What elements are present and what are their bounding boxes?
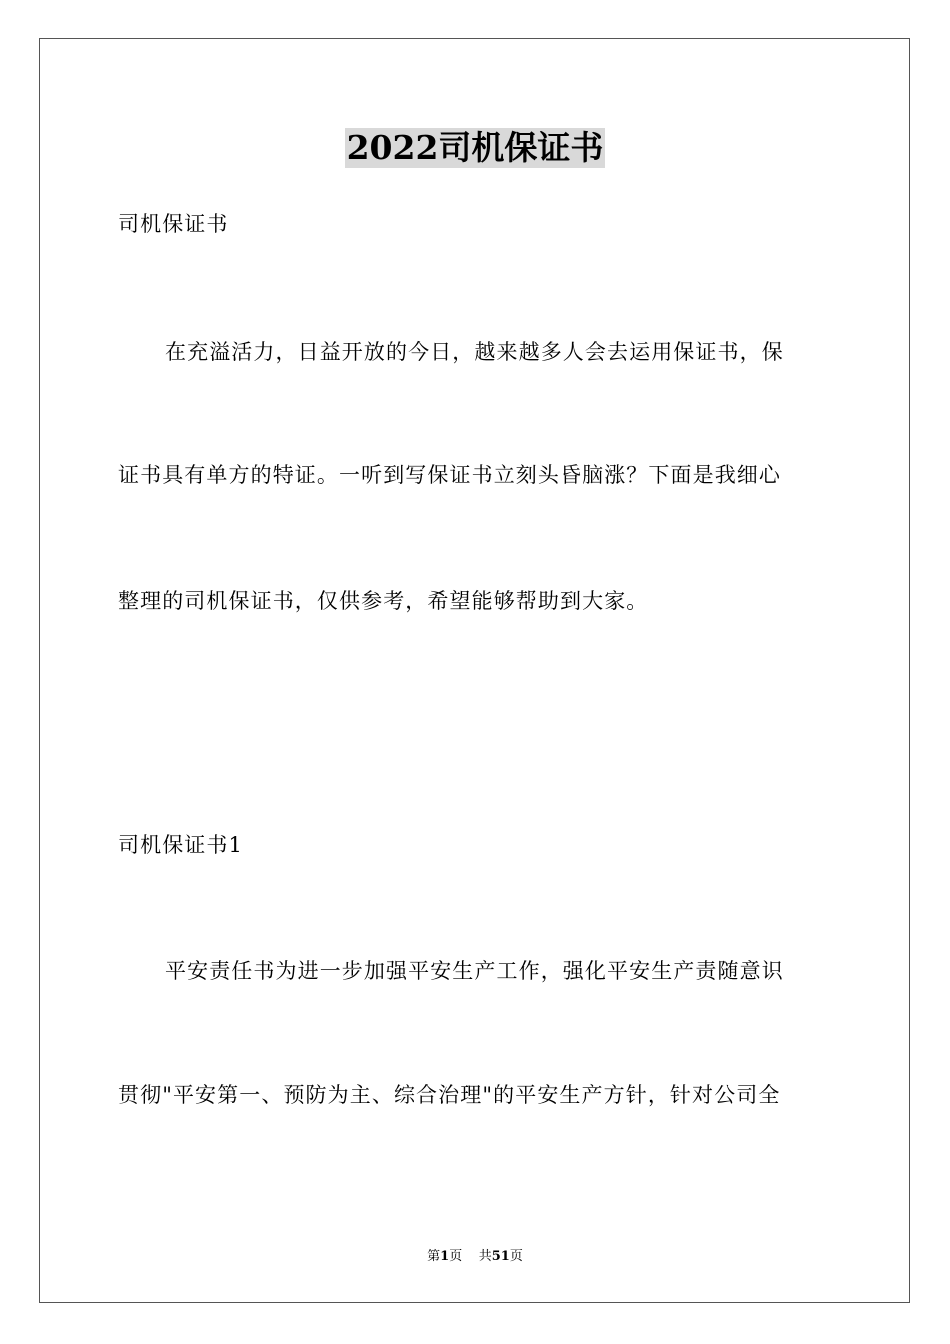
total-page-number: 51 — [491, 1249, 510, 1264]
section-heading: 司机保证书 — [118, 212, 229, 236]
paragraph-line: 在充溢活力，日益开放的今日，越来越多人会去运用保证书，保 — [165, 340, 784, 364]
current-page-number: 1 — [440, 1249, 450, 1264]
document-title: 2022司机保证书 — [346, 128, 604, 167]
paragraph-line: 证书具有单方的特证。一听到写保证书立刻头昏脑涨？下面是我细心 — [118, 463, 781, 487]
title-container — [0, 128, 950, 168]
section-heading: 司机保证书1 — [118, 833, 243, 857]
paragraph-line: 贯彻"平安第一、预防为主、综合治理"的平安生产方针，针对公司全 — [118, 1083, 781, 1107]
total-unit: 页 — [509, 1249, 523, 1264]
page-footer — [0, 1248, 950, 1266]
paragraph-line: 整理的司机保证书，仅供参考，希望能够帮助到大家。 — [118, 589, 649, 613]
total-prefix: 共 — [478, 1249, 492, 1264]
paragraph-line: 平安责任书为进一步加强平安生产工作，强化平安生产责随意识 — [165, 959, 784, 983]
page-prefix: 第 — [427, 1249, 441, 1264]
page-unit: 页 — [449, 1249, 463, 1264]
